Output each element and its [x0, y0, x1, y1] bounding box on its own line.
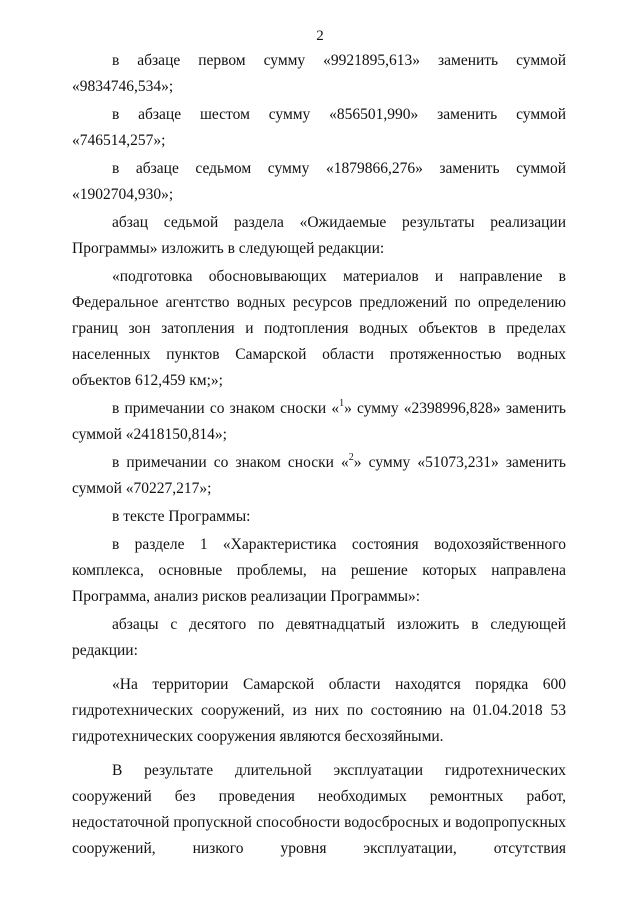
footnote-text-before: в примечании со знаком сноски «	[112, 454, 349, 471]
paragraph-9: в разделе 1 «Характеристика состояния водохозяйственного комплекса, основные проблемы, на решение которых направлена Программа, анализ рисков реализации Программы»:	[72, 536, 566, 605]
paragraph-1: в абзаце первом сумму «9921895,613» заменить суммой «9834746,534»;	[72, 52, 566, 95]
paragraph-11: «На территории Самарской области находятся порядка 600 гидротехнических сооружений, из них по состоянию на 01.04.2018 53 гидротехнических сооружения являются бесхозяйными.	[72, 676, 566, 745]
paragraph-4: абзац седьмой раздела «Ожидаемые результаты реализации Программы» изложить в следующей редакции:	[72, 214, 566, 257]
page-number: 2	[316, 28, 324, 44]
paragraph-12: В результате длительной эксплуатации гидротехнических сооружений без проведения необходимых ремонтных работ, недостаточной пропускной способности водосбросных и водопропускных сооружений, низкого уровня эксплуатации, отсутствия	[72, 762, 566, 857]
paragraph-8: в тексте Программы:	[112, 508, 251, 525]
paragraph-3: в абзаце седьмом сумму «1879866,276» заменить суммой «1902704,930»;	[72, 160, 566, 203]
paragraph-5: «подготовка обосновывающих материалов и направление в Федеральное агентство водных ресурсов предложений по определению границ зон затопления и подтопления водных объектов в пределах населенных пунктов Самарской области протяженностью водных объектов 612,459 км;»;	[72, 268, 566, 389]
footnote-text-after: » сумму «51073,231» заменить суммой «70227,217»;	[72, 454, 566, 497]
footnote-text-after: » сумму «2398996,828» заменить суммой «2418150,814»;	[72, 400, 566, 443]
document-body	[72, 48, 566, 862]
footnote-mark-1: 1	[339, 397, 345, 409]
paragraph-7-footnote-2	[72, 450, 566, 502]
footnote-mark-2: 2	[348, 451, 354, 463]
paragraph-6-footnote-1	[72, 396, 566, 448]
paragraph-10: абзацы с десятого по девятнадцатый изложить в следующей редакции:	[72, 616, 566, 659]
footnote-text-before: в примечании со знаком сноски «	[112, 400, 340, 417]
paragraph-2: в абзаце шестом сумму «856501,990» заменить суммой «746514,257»;	[72, 106, 566, 149]
